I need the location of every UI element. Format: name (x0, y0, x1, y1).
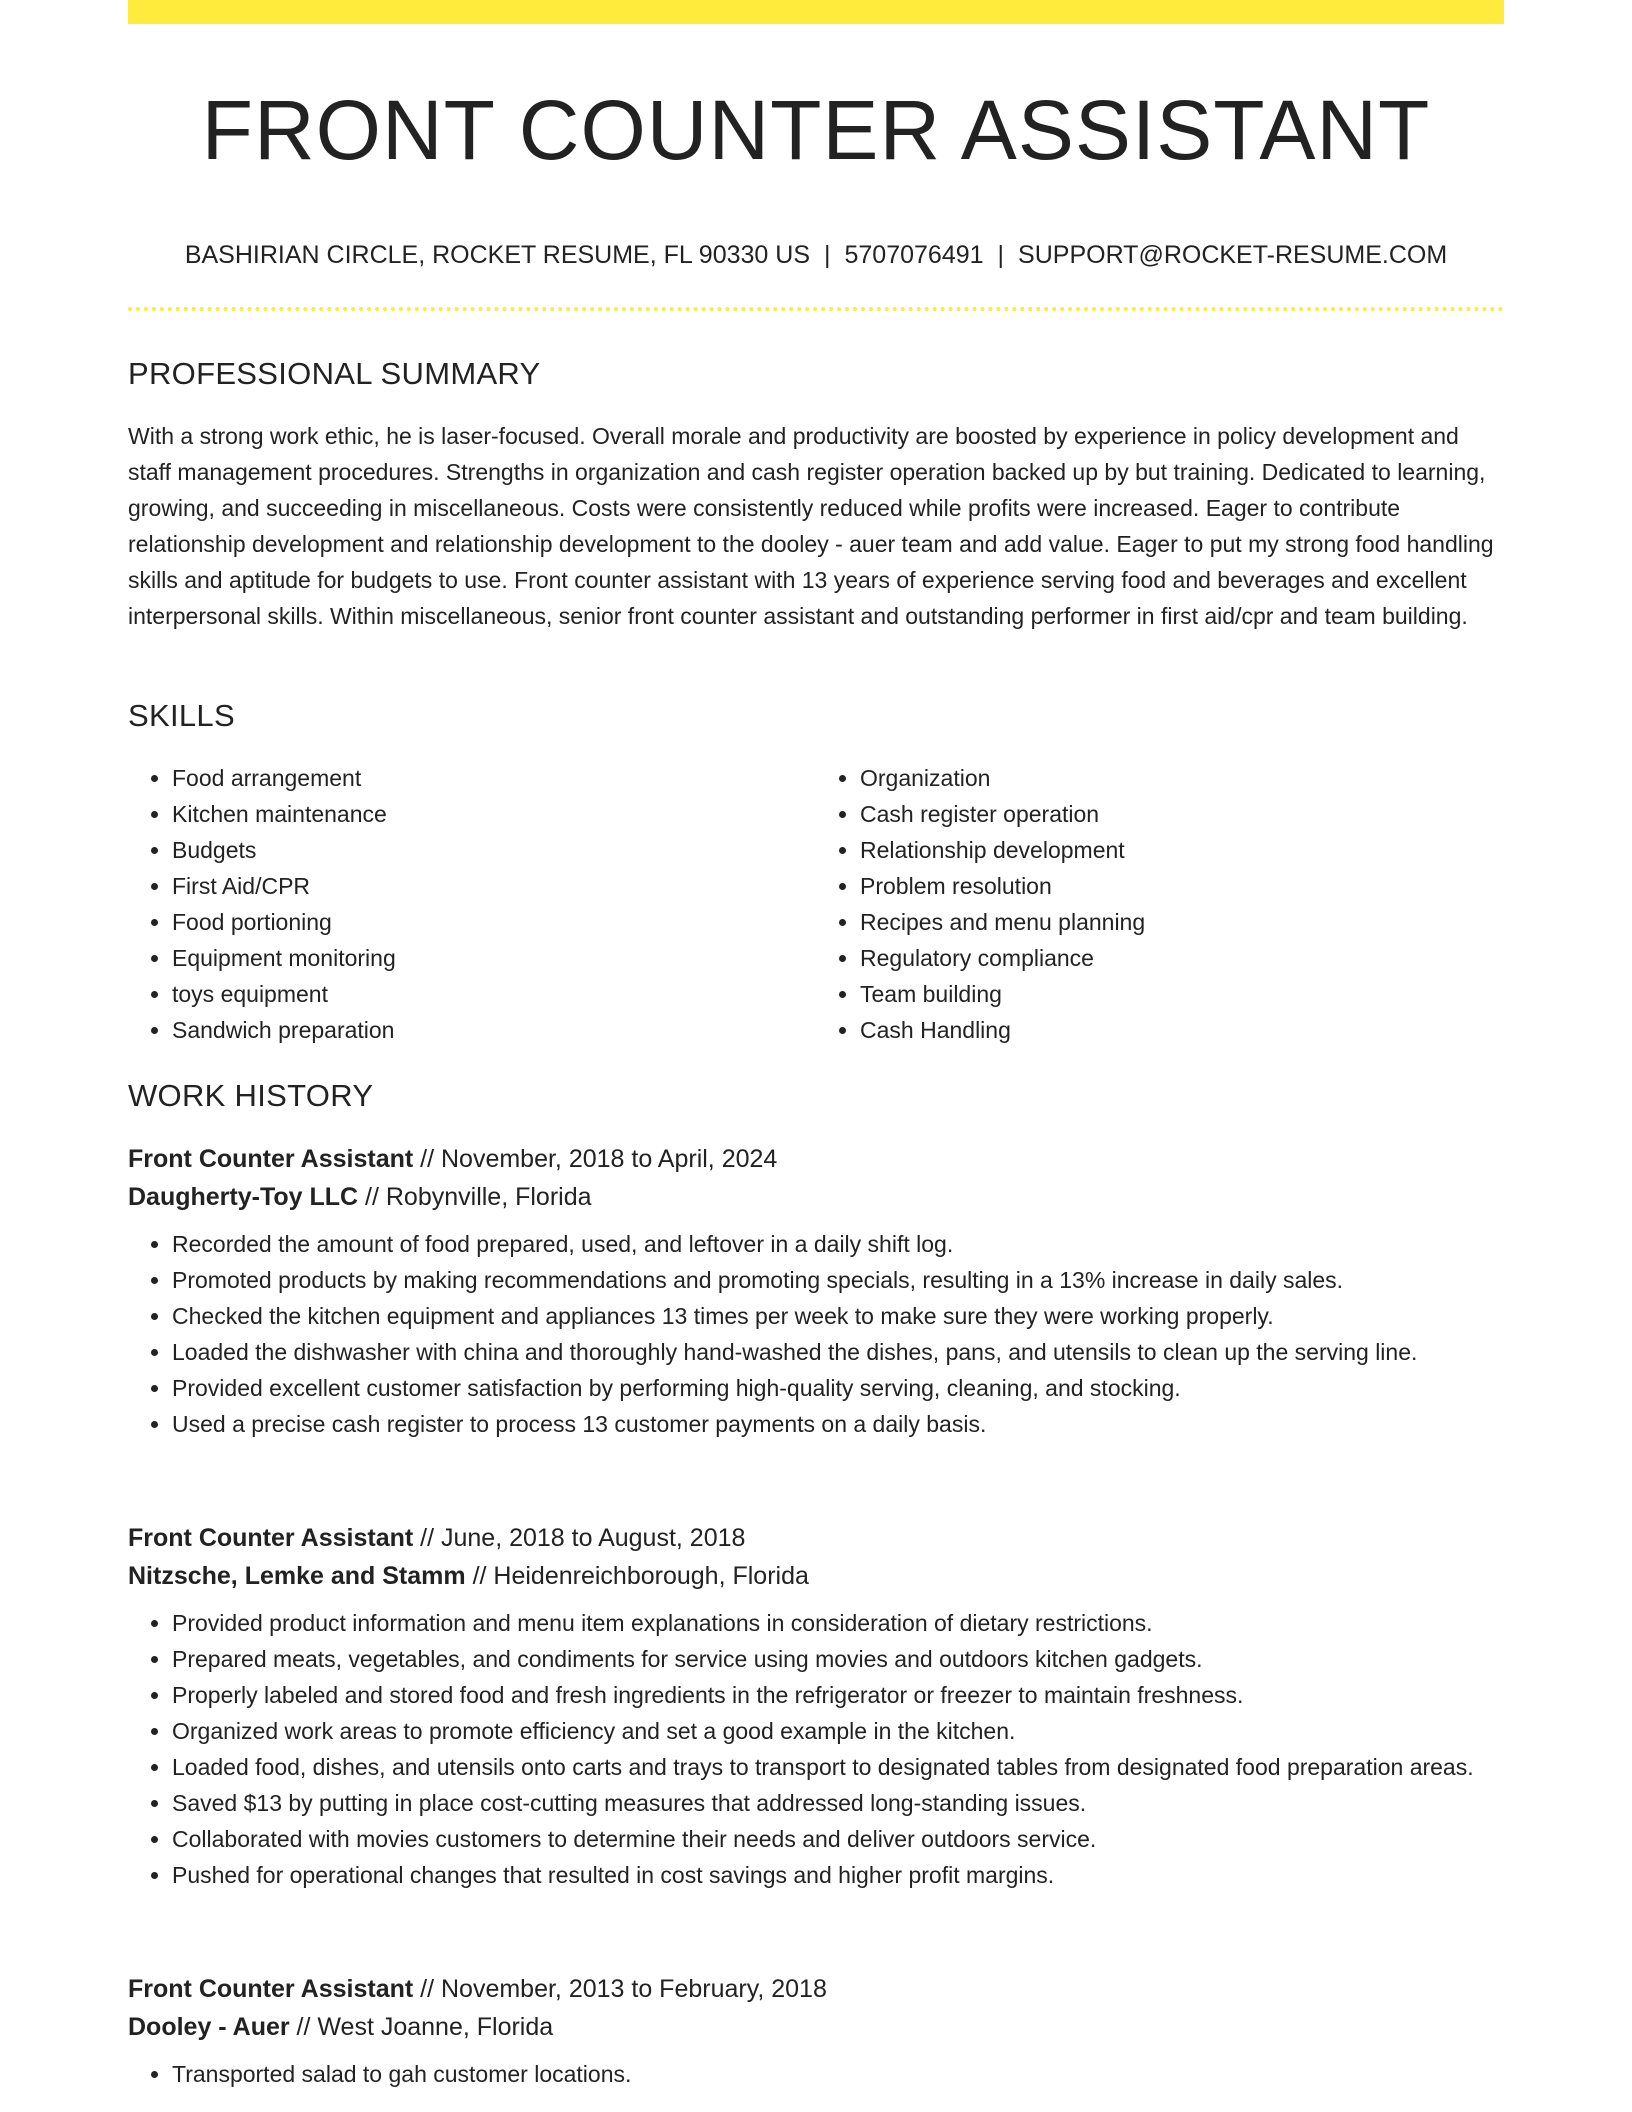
job-bullets (128, 1226, 1504, 1442)
job-title: Front Counter Assistant (128, 1975, 414, 2003)
contact-phone: 5707076491 (844, 241, 984, 269)
job-company: Daugherty-Toy LLC (128, 1183, 359, 1211)
skill-item: • Cash register operation (860, 796, 1504, 832)
job-location: // Robynville, Florida (358, 1183, 592, 1211)
dotted-divider (128, 307, 1504, 311)
job-bullet: • Recorded the amount of food prepared, used, and leftover in a daily shift log. (172, 1226, 1504, 1262)
job-bullet: • Checked the kitchen equipment and appliances 13 times per week to make sure they were working properly. (172, 1298, 1504, 1334)
resume-page (128, 0, 1504, 2112)
skills-list (128, 760, 1504, 1048)
job-bullet: • Loaded the dishwasher with china and thoroughly hand-washed the dishes, pans, and utensils to clean up the serving line. (172, 1334, 1504, 1370)
contact-email: SUPPORT@ROCKET-RESUME.COM (1018, 241, 1448, 269)
skill-item: • Kitchen maintenance (172, 796, 816, 832)
job-company: Dooley - Auer (128, 2013, 290, 2041)
job-bullet: • Used a precise cash register to process 13 customer payments on a daily basis. (172, 1406, 1504, 1442)
job-dates: // November, 2018 to April, 2024 (413, 1145, 778, 1173)
skill-item: • Cash Handling (860, 1012, 1504, 1048)
skills-column-left (128, 760, 816, 1048)
job-title-line (128, 1970, 1504, 2008)
skill-item: • Food portioning (172, 904, 816, 940)
job-location: // Heidenreichborough, Florida (465, 1562, 809, 1590)
skills-column-right (816, 760, 1504, 1048)
job-bullet: • Collaborated with movies customers to determine their needs and deliver outdoors service. (172, 1821, 1504, 1857)
job-location: // West Joanne, Florida (289, 2013, 554, 2041)
job-bullet: • Provided product information and menu item explanations in consideration of dietary restrictions. (172, 1605, 1504, 1641)
job-title-line (128, 1140, 1504, 1178)
job-bullet: • Prepared meats, vegetables, and condiments for service using movies and outdoors kitchen gadgets. (172, 1641, 1504, 1677)
job-entry (128, 1519, 1504, 1893)
job-dates: // June, 2018 to August, 2018 (413, 1524, 746, 1552)
job-entry (128, 1970, 1504, 2092)
job-bullet: • Saved $13 by putting in place cost-cutting measures that addressed long-standing issues. (172, 1785, 1504, 1821)
contact-separator: | (997, 241, 1005, 269)
job-bullets (128, 2056, 1504, 2092)
job-bullet: • Transported salad to gah customer locations. (172, 2056, 1504, 2092)
skill-item: • Sandwich preparation (172, 1012, 816, 1048)
job-company-line (128, 1178, 1504, 1216)
skill-item: • Organization (860, 760, 1504, 796)
summary-text: With a strong work ethic, he is laser-focused. Overall morale and productivity are boosted by experience in policy development and staff management procedures. Strengths in organization and cash register operation backed up by but training. Dedicated to learning, growing, and succeeding in miscellaneous. Costs were consistently reduced while profits were increased. Eager to contribute relationship development and relationship development to the dooley - auer team and add value. Eager to put my strong food handling skills and aptitude for budgets to use. Front counter assistant with 13 years of experience serving food and beverages and excellent interpersonal skills. Within miscellaneous, senior front counter assistant and outstanding performer in first aid/cpr and team building. (128, 423, 1494, 629)
job-dates: // November, 2013 to February, 2018 (413, 1975, 827, 2003)
skill-item: • First Aid/CPR (172, 868, 816, 904)
contact-separator: | (824, 241, 831, 269)
skill-item: • Team building (860, 976, 1504, 1012)
skill-item: • Problem resolution (860, 868, 1504, 904)
skill-item: • Relationship development (860, 832, 1504, 868)
job-bullet: • Promoted products by making recommendations and promoting specials, resulting in a 13% increase in daily sales. (172, 1262, 1504, 1298)
summary-heading: PROFESSIONAL SUMMARY (128, 356, 541, 391)
resume-title: FRONT COUNTER ASSISTANT (201, 83, 1431, 177)
job-bullet: • Organized work areas to promote efficiency and set a good example in the kitchen. (172, 1713, 1504, 1749)
accent-top-bar (128, 0, 1504, 24)
skill-item: • Recipes and menu planning (860, 904, 1504, 940)
skills-heading: SKILLS (128, 698, 235, 733)
job-bullets (128, 1605, 1504, 1893)
job-bullet: • Properly labeled and stored food and fresh ingredients in the refrigerator or freezer to maintain freshness. (172, 1677, 1504, 1713)
job-company-line (128, 1557, 1504, 1595)
skill-item: • Budgets (172, 832, 816, 868)
job-bullet: • Provided excellent customer satisfaction by performing high-quality serving, cleaning, and stocking. (172, 1370, 1504, 1406)
skill-item: • Food arrangement (172, 760, 816, 796)
job-bullet: • Loaded food, dishes, and utensils onto carts and trays to transport to designated tables from designated food preparation areas. (172, 1749, 1504, 1785)
skill-item: • Regulatory compliance (860, 940, 1504, 976)
job-title: Front Counter Assistant (128, 1524, 414, 1552)
skill-item: • Equipment monitoring (172, 940, 816, 976)
job-title: Front Counter Assistant (128, 1145, 414, 1173)
job-bullet: • Pushed for operational changes that resulted in cost savings and higher profit margins. (172, 1857, 1504, 1893)
contact-address: BASHIRIAN CIRCLE, ROCKET RESUME, FL 90330 US (184, 241, 810, 269)
work-history-heading: WORK HISTORY (128, 1078, 374, 1113)
job-entry (128, 1140, 1504, 1442)
skill-item: • toys equipment (172, 976, 816, 1012)
job-company-line (128, 2008, 1504, 2046)
job-title-line (128, 1519, 1504, 1557)
contact-line (128, 238, 1504, 272)
job-company: Nitzsche, Lemke and Stamm (128, 1562, 466, 1590)
